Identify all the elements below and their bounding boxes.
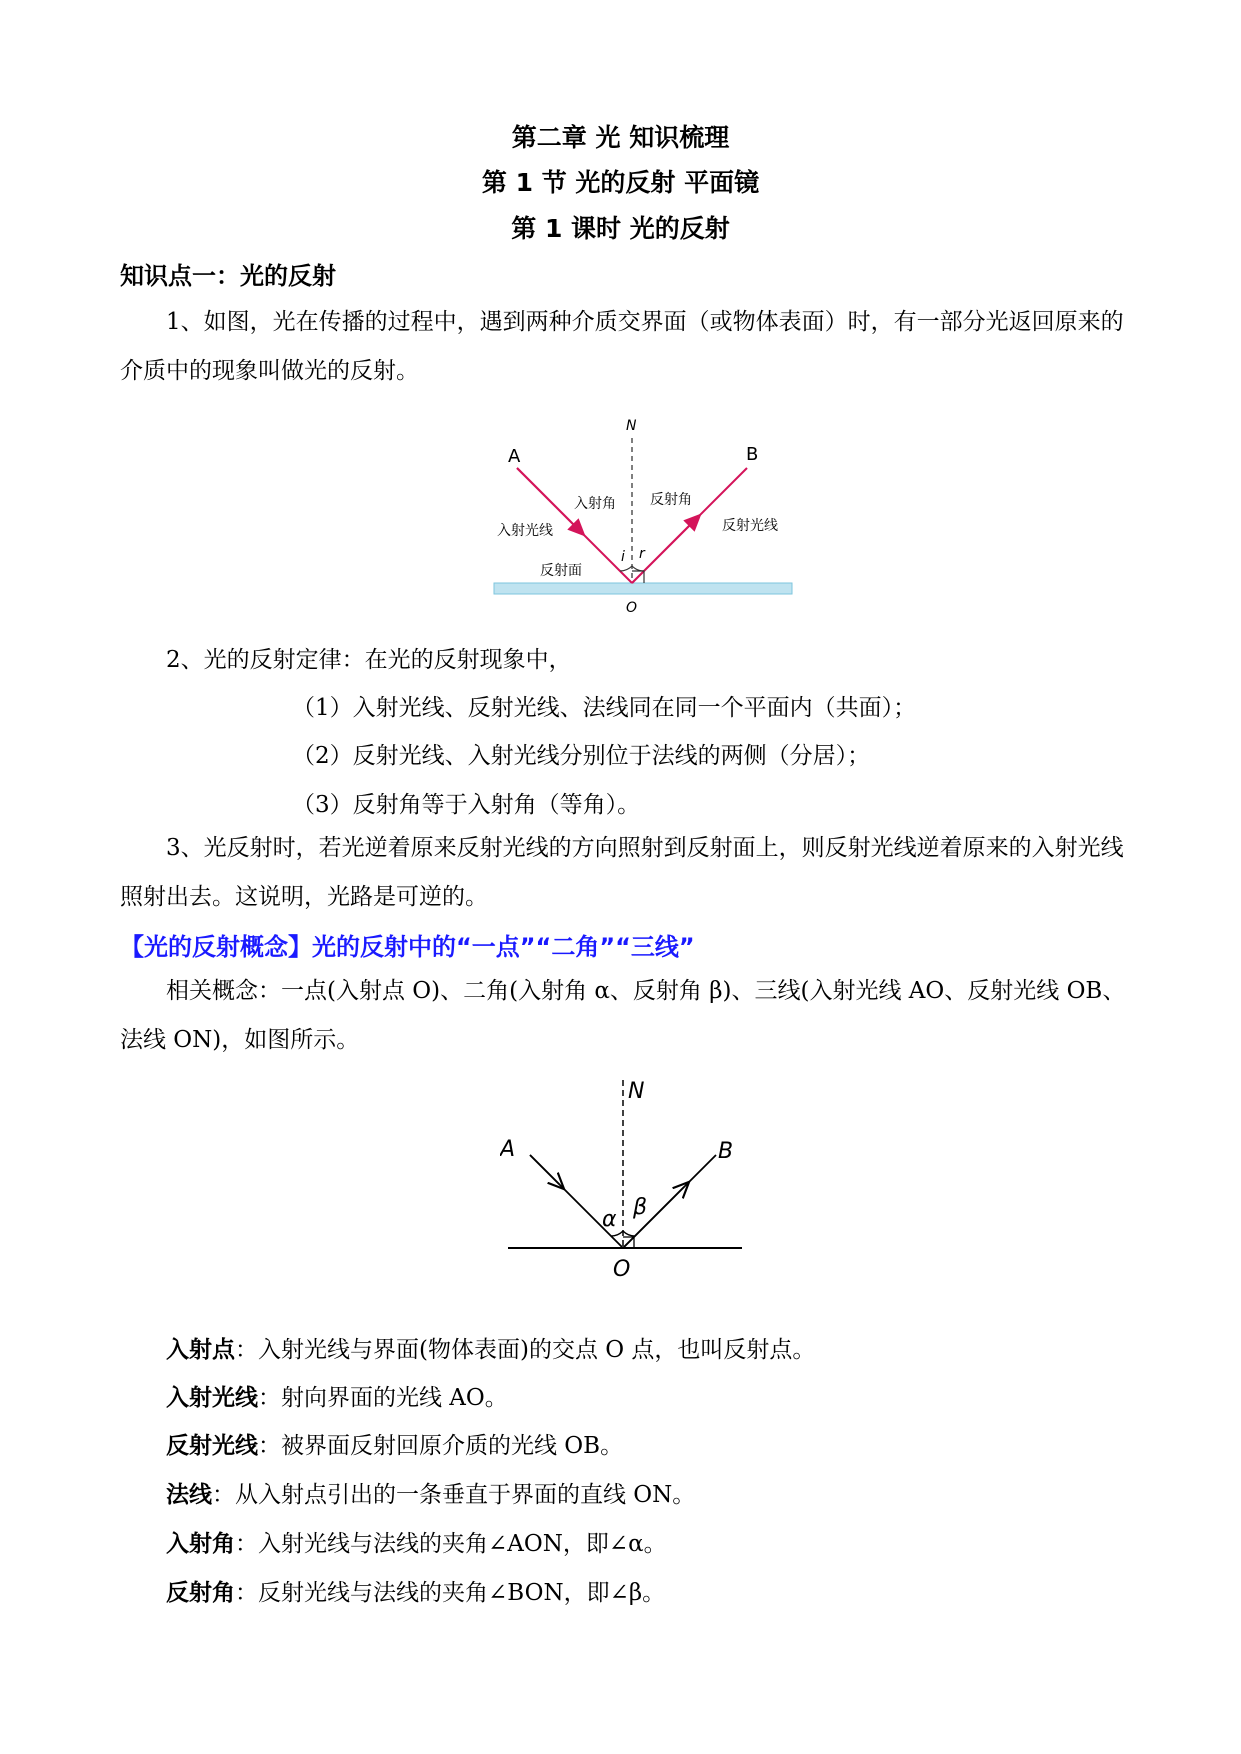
- chapter-title: 第二章 光 知识梳理: [511, 123, 730, 152]
- concept-intro: 相关概念：一点(入射点 O)、二角(入射角 α、反射角 β)、三线(入射光线 AO、反射光线 OB、法线 ON)，如图所示。: [120, 978, 1126, 1053]
- paragraph-reversibility: 3、光反射时，若光逆着原来反射光线的方向照射到反射面上，则反射光线逆着原来的入射光线照射出去。这说明，光路是可逆的。: [120, 835, 1124, 910]
- definition-incidence-angle: 入射角：入射光线与法线的夹角∠AON，即∠α。: [166, 1531, 667, 1557]
- concept-heading: [120, 932, 695, 962]
- reflecting-surface-band: [494, 583, 792, 594]
- label-A: A: [500, 1137, 516, 1162]
- label-beta: β: [633, 1195, 648, 1220]
- label-alpha: α: [602, 1207, 617, 1232]
- definition-normal: 法线：从入射点引出的一条垂直于界面的直线 ON。: [166, 1482, 696, 1508]
- label-O: O: [626, 600, 638, 616]
- label-N: N: [626, 418, 637, 434]
- label-reflected-ray: 反射光线: [722, 518, 778, 534]
- definition-incident-ray: 入射光线：射向界面的光线 AO。: [166, 1385, 508, 1411]
- label-reflection-angle: 反射角: [650, 492, 692, 508]
- section-title: 第 1 节 光的反射 平面镜: [481, 168, 760, 197]
- lesson-title: 第 1 课时 光的反射: [511, 214, 730, 243]
- knowledge-point-heading: 知识点一：光的反射: [120, 262, 336, 290]
- label-B: B: [746, 444, 759, 465]
- law-intro: 2、光的反射定律：在光的反射现象中，: [166, 647, 572, 673]
- label-reflecting-surface: 反射面: [540, 563, 582, 579]
- law-item-2: （2）反射光线、入射光线分别位于法线的两侧（分居）；: [292, 743, 871, 769]
- label-incident-ray: 入射光线: [497, 523, 553, 539]
- reflection-diagram-angles: [500, 1068, 750, 1283]
- label-N: N: [628, 1079, 645, 1104]
- definition-incidence-point: 入射点：入射光线与界面(物体表面)的交点 O 点，也叫反射点。: [166, 1337, 816, 1363]
- concept-heading-text: 光的反射中的“一点”“二角”“三线”: [312, 933, 695, 961]
- beta-arc: [623, 1231, 635, 1236]
- label-r: r: [639, 546, 645, 562]
- paragraph-definition: 1、如图，光在传播的过程中，遇到两种介质交界面（或物体表面）时，有一部分光返回原来的介质中的现象叫做光的反射。: [120, 309, 1124, 384]
- label-O: O: [613, 1257, 631, 1282]
- label-incidence-angle: 入射角: [574, 496, 616, 512]
- reflection-diagram-colored: [482, 408, 802, 618]
- label-A: A: [508, 446, 521, 467]
- concept-heading-bracket: 【光的反射概念】: [120, 933, 312, 961]
- label-B: B: [718, 1139, 734, 1164]
- law-item-1: （1）入射光线、反射光线、法线同在同一个平面内（共面）；: [292, 695, 917, 721]
- definition-reflection-angle: 反射角：反射光线与法线的夹角∠BON，即∠β。: [166, 1580, 666, 1606]
- definition-reflected-ray: 反射光线：被界面反射回原介质的光线 OB。: [166, 1433, 624, 1459]
- law-item-3: （3）反射角等于入射角（等角）。: [292, 792, 641, 818]
- label-i: i: [621, 549, 625, 565]
